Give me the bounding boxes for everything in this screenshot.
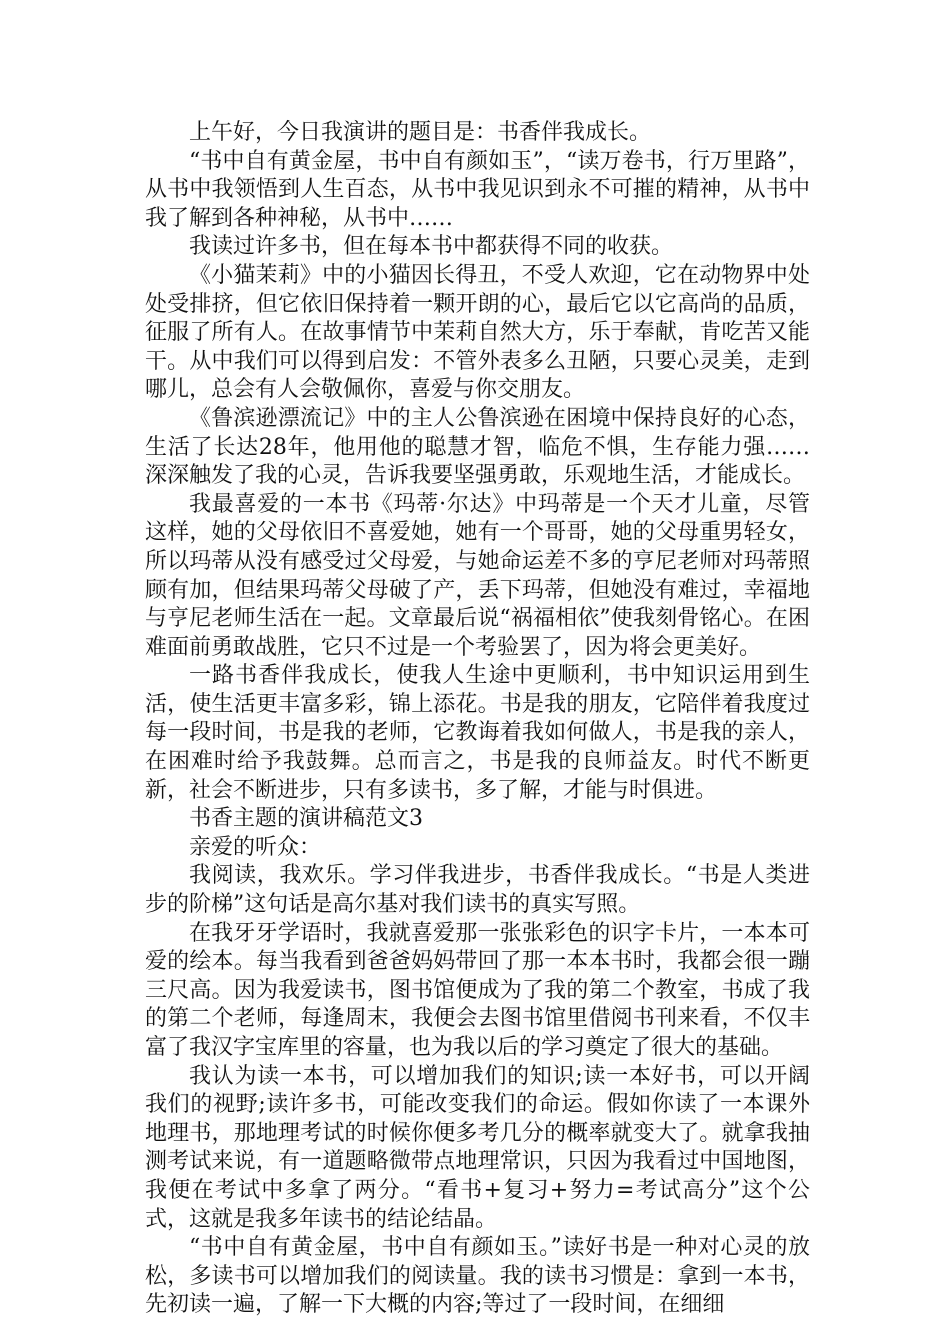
paragraph-growth-summary: 一路书香伴我成长，使我人生途中更顺利，书中知识运用到生活，使生活更丰富多彩，锦上添花。书是我的朋友，它陪伴着我度过每一段时间，书是我的老师，它教诲着我如何做人，书是我的亲人，在困难时给予我鼓舞。总而言之，书是我的良师益友。时代不断更新，社会不断进步，只有多读书，多了解，才能与时俱进。 (145, 663, 810, 803)
paragraph-quote-intro: “书中自有黄金屋，书中自有颜如玉”，“读万卷书，行万里路”，从书中我领悟到人生百态，从书中我见识到永不可摧的精神，从书中我了解到各种神秘，从书中…… (145, 148, 810, 231)
paragraph-reading-habit: “书中自有黄金屋，书中自有颜如玉。”读好书是一种对心灵的放松，多读书可以增加我们的阅读量。我的读书习惯是：拿到一本书，先初读一遍，了解一下大概的内容;等过了一段时间，在细细 (145, 1235, 810, 1318)
salutation: 亲爱的听众： (189, 834, 322, 860)
paragraph-kitten-molly: 《小猫茉莉》中的小猫因长得丑，不受人欢迎，它在动物界中处处受排挤，但它依旧保持着一颗开朗的心，最后它以它高尚的品质，征服了所有人。在故事情节中茉莉自然大方，乐于奉献，肯吃苦又能干。从中我们可以得到启发：不管外表多么丑陋，只要心灵美，走到哪儿，总会有人会敬佩你，喜爱与你交朋友。 (145, 262, 810, 403)
document-body (145, 119, 810, 1320)
paragraph-reading-joy: 我阅读，我欢乐。学习伴我进步，书香伴我成长。“书是人类进步的阶梯”这句话是高尔基对我们读书的真实写照。 (145, 863, 810, 918)
paragraph-childhood: 在我牙牙学语时，我就喜爱那一张张彩色的识字卡片，一本本可爱的绘本。每当我看到爸爸妈妈带回了那一本本书时，我都会很一蹦三尺高。因为我爱读书，图书馆便成为了我的第二个教室，书成了我的第二个老师，每逢周末，我便会去图书馆里借阅书刊来看，不仅丰富了我汉字宝库里的容量，也为我以后的学习奠定了很大的基础。 (145, 920, 810, 1060)
section-heading: 书香主题的演讲稿范文3 (189, 806, 423, 832)
paragraph-many-books: 我读过许多书，但在每本书中都获得不同的收获。 (189, 234, 674, 260)
paragraph-robinson: 《鲁滨逊漂流记》中的主人公鲁滨逊在困境中保持良好的心态，生活了长达28年，他用他的聪慧才智，临危不惧，生存能力强……深深触发了我的心灵，告诉我要坚强勇敢，乐观地生活，才能成长。 (145, 405, 810, 489)
paragraph-greeting: 上午好，今日我演讲的题目是：书香伴我成长。 (189, 120, 652, 145)
paragraph-matilda: 我最喜爱的一本书《玛蒂·尔达》中玛蒂是一个天才儿童，尽管这样，她的父母依旧不喜爱她，她有一个哥哥，她的父母重男轻女，所以玛蒂从没有感受过父母爱，与她命运差不多的亨尼老师对玛蒂照顾有加，但结果玛蒂父母破了产，丢下玛蒂，但她没有难过，幸福地与亨尼老师生活在一起。文章最后说“祸福相依”使我刻骨铭心。在困难面前勇敢战胜，它只不过是一个考验罢了，因为将会更美好。 (145, 491, 810, 660)
paragraph-knowledge: 我认为读一本书，可以增加我们的知识;读一本好书，可以开阔我们的视野;读许多书，可能改变我们的命运。假如你读了一本课外地理书，那地理考试的时候你便多考几分的概率就变大了。就拿我抽测考试来说，有一道题略微带点地理常识，只因为我看过中国地图，我便在考试中多拿了两分。“看书+复习+努力=考试高分”这个公式，这就是我多年读书的结论结晶。 (145, 1063, 810, 1232)
